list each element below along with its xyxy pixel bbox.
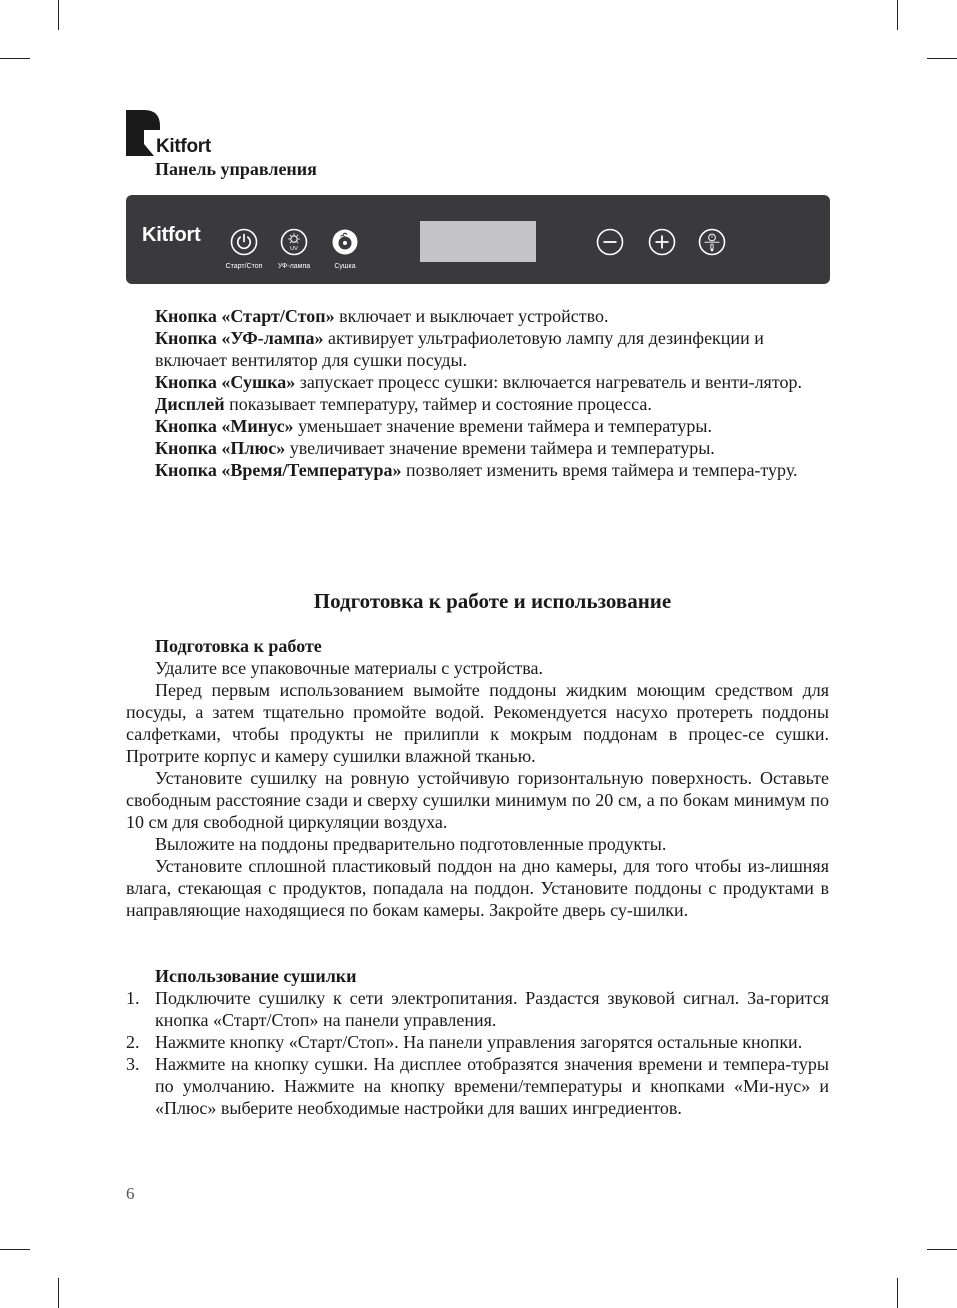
list-item: 1. Подключите сушилку к сети электропитания. Раздастся звуковой сигнал. За-горится кнопка «Старт/Стоп» на панели управления.: [126, 988, 829, 1030]
paragraph: Установите сплошной пластиковый поддон на дно камеры, для того чтобы из-лишняя влага, стекающая с продуктов, попадала на поддон. Установите поддоны с продуктами в направляющие находящиеся по бокам камеры. Закройте дверь су-шилки.: [126, 856, 829, 920]
brand-header: [126, 108, 366, 158]
crop-mark: [0, 1249, 30, 1250]
panel-logo: Kitfort: [142, 224, 201, 246]
description-item: Кнопка «Старт/Стоп» включает и выключает устройство.: [155, 306, 609, 326]
list-item: 2. Нажмите кнопку «Старт/Стоп». На панели управления загорятся остальные кнопки.: [126, 1032, 803, 1052]
time-temperature-icon: [698, 228, 726, 256]
description-item: Кнопка «Время/Температура» позволяет изменить время таймера и темпера-туру.: [155, 460, 798, 480]
crop-mark: [927, 58, 957, 59]
paragraph: Выложите на поддоны предварительно подготовленные продукты.: [155, 834, 667, 854]
description-item: Кнопка «Минус» уменьшает значение времени таймера и температуры.: [155, 416, 713, 436]
crop-mark: [58, 1278, 59, 1308]
description-item: Кнопка «Плюс» увеличивает значение времени таймера и температуры.: [155, 438, 715, 458]
control-panel-illustration: [126, 195, 830, 284]
paragraph: Установите сушилку на ровную устойчивую горизонтальную поверхность. Оставьте свободным расстояние сзади и сверху сушилки минимум по 20 см, а по бокам минимум по 10 см для свободной циркуляции воздуха.: [126, 768, 829, 832]
usage-title: Использование сушилки: [155, 966, 357, 986]
brand-name: Kitfort: [156, 136, 211, 157]
description-item: Дисплей показывает температуру, таймер и состояние процесса.: [155, 394, 652, 414]
crop-mark: [897, 0, 898, 30]
uv-lamp-icon: [280, 228, 308, 256]
uv-label: UV: [290, 246, 298, 253]
plus-icon: [648, 228, 676, 256]
description-item: Кнопка «Сушка» запускает процесс сушки: включается нагреватель и венти-лятор.: [155, 372, 802, 392]
power-icon: [230, 228, 258, 256]
description-item: Кнопка «УФ-лампа» активирует ультрафиолетовую лампу для дезинфекции и включает вентилятор для сушки посуды.: [155, 328, 764, 370]
minus-icon: [596, 228, 624, 256]
usage-section: [126, 965, 829, 1119]
crop-mark: [927, 1249, 957, 1250]
preparation-section: [126, 635, 829, 921]
page-number: 6: [126, 1184, 135, 1203]
panel-display: [420, 221, 536, 262]
crop-mark: [897, 1278, 898, 1308]
paragraph: Удалите все упаковочные материалы с устройства.: [155, 658, 544, 678]
preparation-title: Подготовка к работе: [155, 636, 322, 656]
section-title: Панель управления: [155, 159, 317, 179]
uv-lamp-caption: УФ-лампа: [277, 263, 311, 270]
list-item: 3. Нажмите на кнопку сушки. На дисплее отобразятся значения времени и темпера-туры по умолчанию. Нажмите на кнопку времени/температуры и кнопками «Ми-нус» и «Плюс» выберите необходимые настройки для ваших ингредиентов.: [126, 1054, 829, 1118]
crop-mark: [58, 0, 59, 30]
drying-caption: Сушка: [334, 263, 356, 270]
drying-icon: [331, 228, 359, 256]
section-heading: Подготовка к работе и использование: [313, 589, 672, 613]
crop-mark: [0, 58, 30, 59]
start-stop-caption: Старт/Стоп: [225, 263, 263, 270]
usage-steps: [126, 987, 829, 1119]
paragraph: Перед первым использованием вымойте поддоны жидким моющим средством для посуды, а затем тщательно промойте водой. Рекомендуется насухо протереть поддоны салфетками, чтобы продукты не прилипли к мокрым поддонам в процес-се сушки. Протрите корпус и камеру сушилки влажной тканью.: [126, 680, 829, 766]
button-descriptions: [155, 305, 830, 481]
